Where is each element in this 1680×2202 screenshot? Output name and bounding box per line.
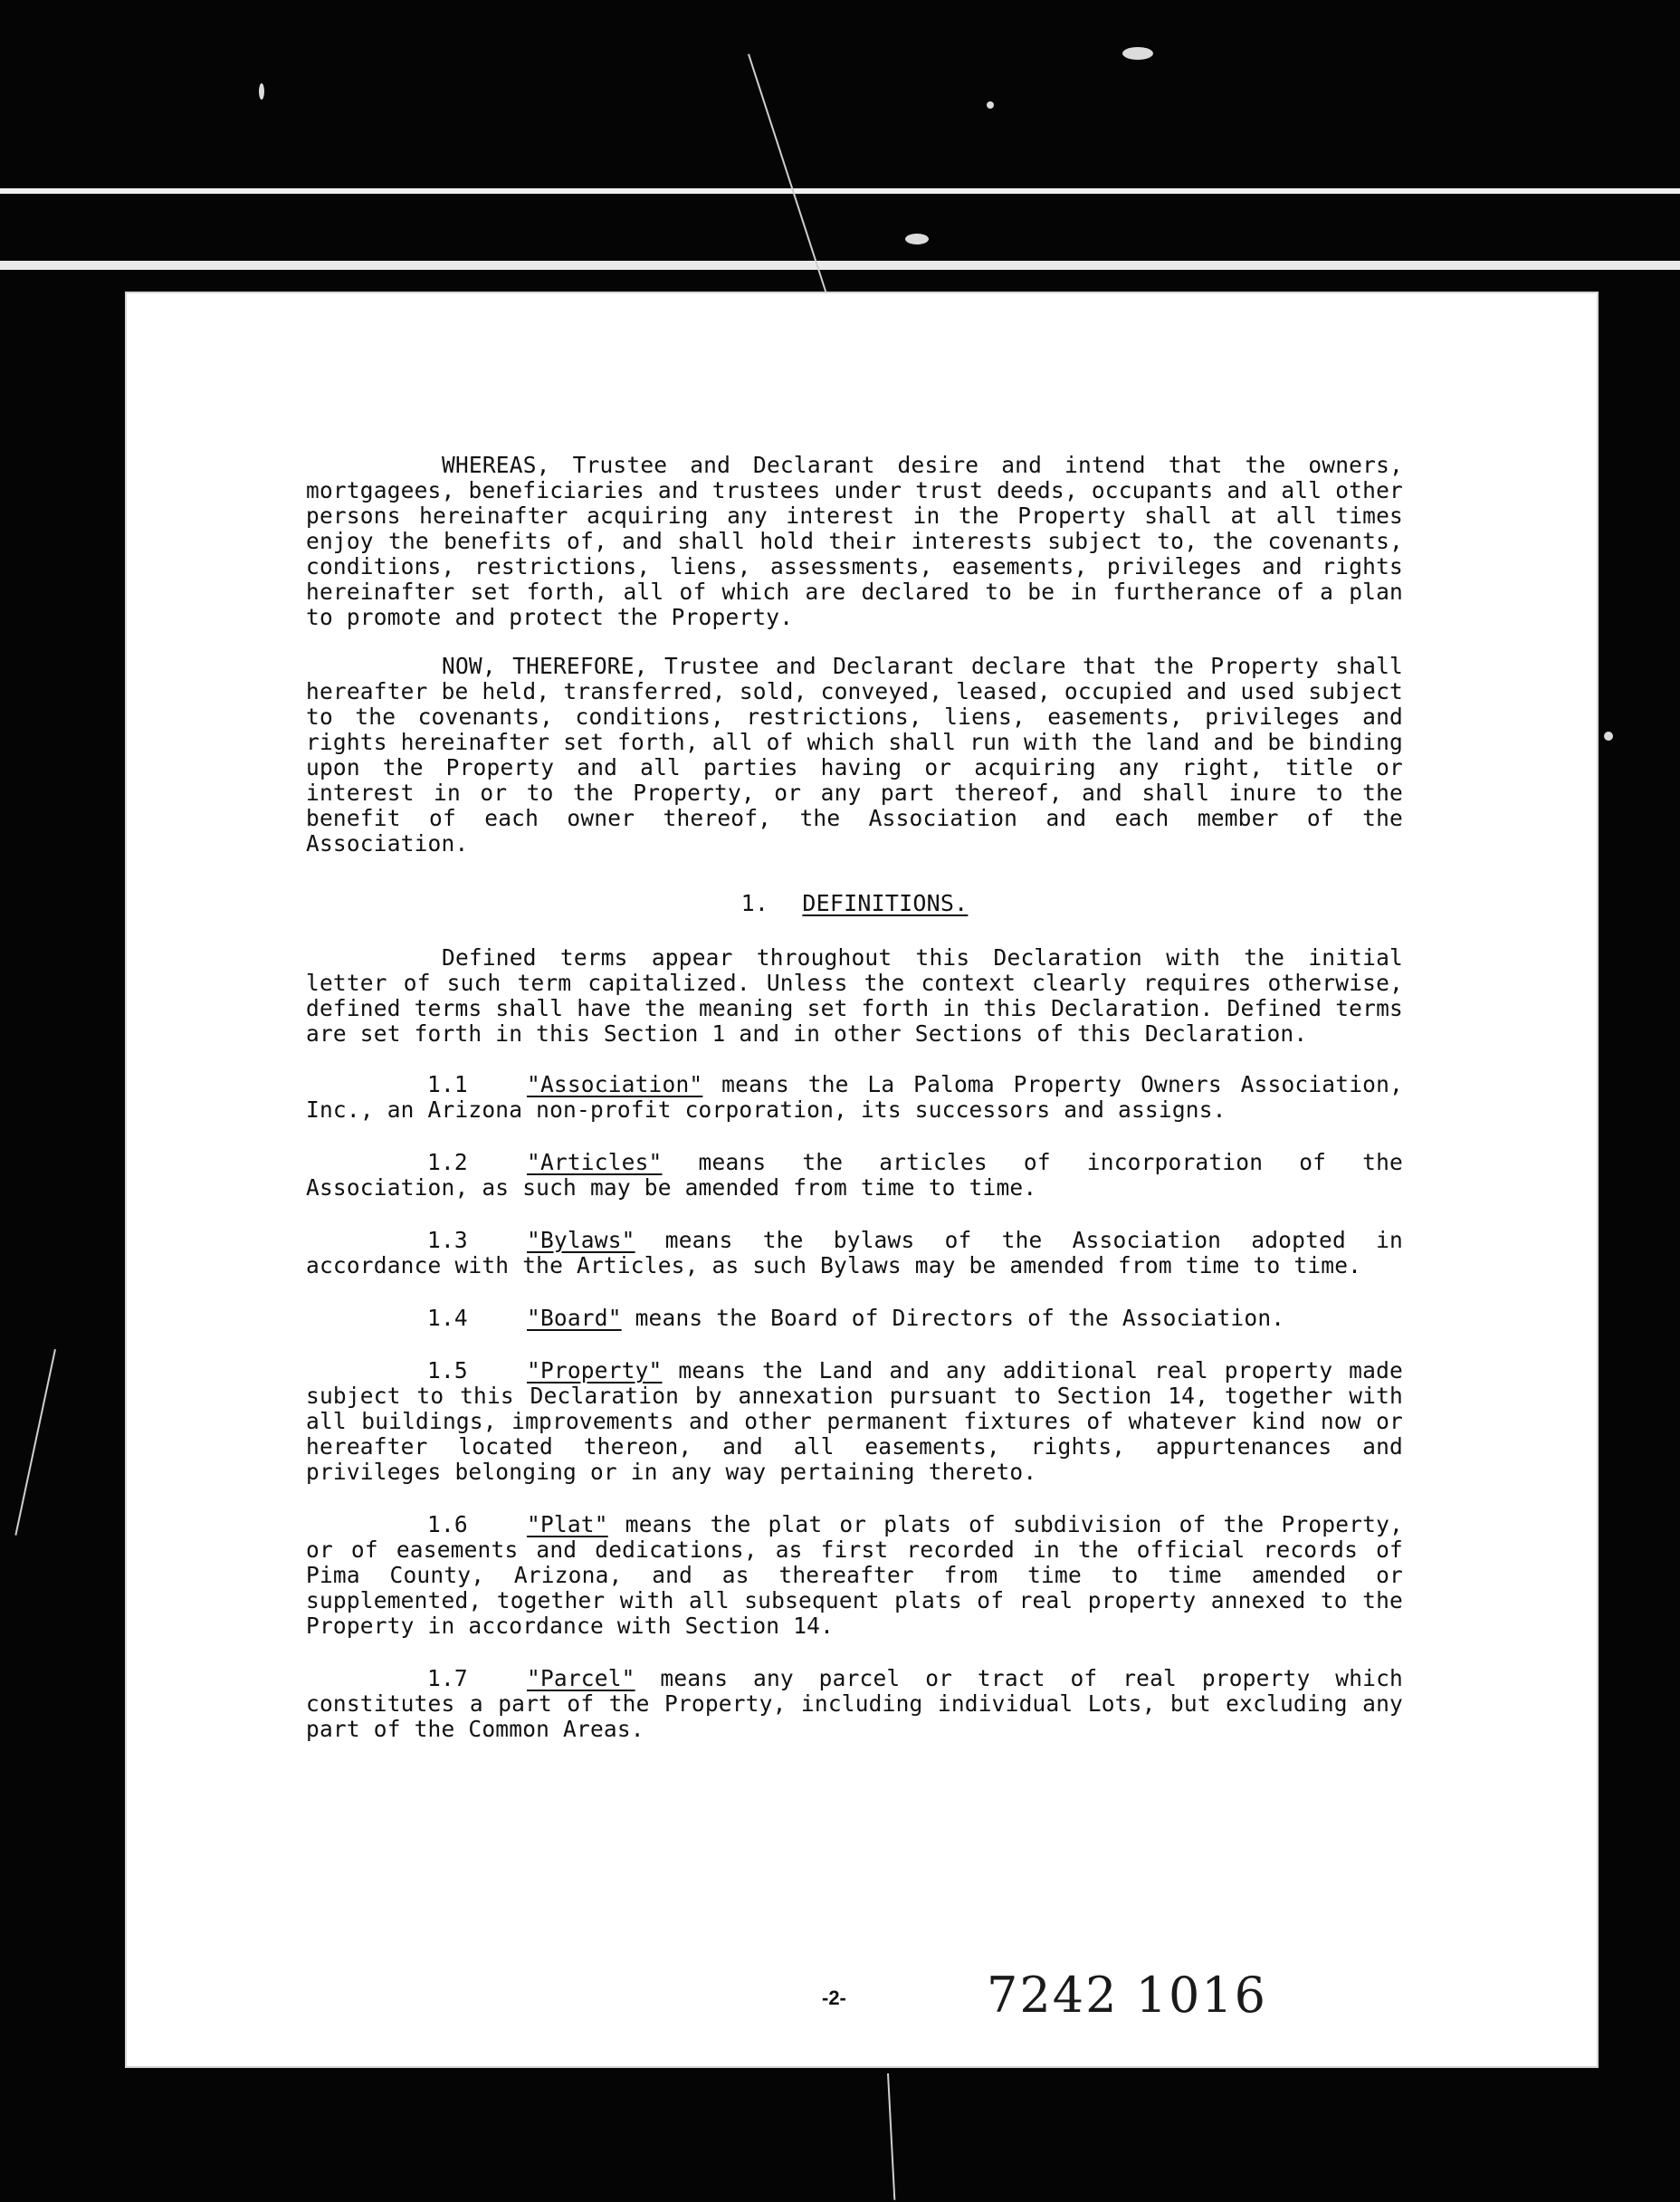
recording-stamp-number: 7242 1016 [987, 1967, 1268, 2024]
scan-speck [1122, 47, 1153, 60]
definition-term: "Board" [527, 1305, 622, 1331]
definition-number: 1.2 [427, 1149, 468, 1175]
scan-scratch [14, 1349, 56, 1536]
section-title: DEFINITIONS. [802, 890, 969, 916]
definition-number: 1.3 [427, 1227, 468, 1253]
document-page [125, 292, 1599, 2068]
definition-term: "Plat" [527, 1511, 608, 1537]
scan-speck [1604, 732, 1613, 741]
definition-term: "Bylaws" [527, 1227, 635, 1253]
scan-speck [259, 83, 264, 100]
definition-text: means the La Paloma Property Owners Association, Inc., an Arizona non-profit corporation, its successors and assigns. [306, 1071, 1403, 1123]
scan-band-top [0, 188, 1680, 194]
scan-speck [905, 234, 929, 244]
definition-text: means any parcel or tract of real property which constitutes a part of the Property, including individual Lots, but excluding any part of the Common Areas. [306, 1665, 1403, 1742]
definitions-intro: Defined terms appear throughout this Declaration with the initial letter of such term capitalized. Unless the context clearly requires otherwise, defined terms shall have the meaning set forth in this Declaration. Defined terms are set forth in this Section 1 and in other Sections of this Declaration. [306, 944, 1403, 1047]
definition-bylaws [306, 1228, 1403, 1278]
definition-number: 1.1 [427, 1071, 468, 1097]
definition-association [306, 1072, 1403, 1123]
document-body [306, 453, 1403, 1769]
definition-articles [306, 1150, 1403, 1201]
definition-property [306, 1358, 1403, 1485]
definition-parcel [306, 1666, 1403, 1742]
section-heading [306, 891, 1403, 916]
definition-plat [306, 1512, 1403, 1639]
definition-term: "Association" [527, 1071, 703, 1097]
definition-text: means the bylaws of the Association adopted in accordance with the Articles, as such Bylaws may be amended from time to time. [306, 1227, 1403, 1278]
definition-text: means the articles of incorporation of the Association, as such may be amended from time to time. [306, 1149, 1403, 1201]
definition-number: 1.7 [427, 1665, 468, 1691]
definition-text: means the Land and any additional real property made subject to this Declaration by annexation pursuant to Section 14, together with all buildings, improvements and other permanent fixtures of whatever kind now or hereafter located thereon, and all easements, rights, appurtenances and privileges belonging or in any way pertaining thereto. [306, 1357, 1403, 1485]
page-number: -2- [822, 1987, 846, 2009]
definition-term: "Property" [527, 1357, 663, 1383]
page-footer [125, 1959, 1599, 2032]
definition-number: 1.5 [427, 1357, 468, 1383]
definition-board [306, 1306, 1403, 1331]
definition-term: "Parcel" [527, 1665, 635, 1691]
scan-scratch [887, 2073, 895, 2200]
section-number: 1. [740, 890, 769, 916]
scan-band-bottom [0, 261, 1680, 270]
now-therefore-paragraph: NOW, THEREFORE, Trustee and Declarant declare that the Property shall hereafter be held, transferred, sold, conveyed, leased, occupied and used subject to the covenants, conditions, restrictions, liens, easements, privileges and rights hereinafter set forth, all of which shall run with the land and be binding upon the Property and all parties having or acquiring any right, title or interest in or to the Property, or any part thereof, and shall inure to the benefit of each owner thereof, the Association and each member of the Association. [306, 653, 1403, 857]
whereas-paragraph: WHEREAS, Trustee and Declarant desire and intend that the owners, mortgagees, beneficiaries and trustees under trust deeds, occupants and all other persons hereinafter acquiring any interest in the Property shall at all times enjoy the benefits of, and shall hold their interests subject to, the covenants, conditions, restrictions, liens, assessments, easements, privileges and rights hereinafter set forth, all of which are declared to be in furtherance of a plan to promote and protect the Property. [306, 452, 1403, 630]
definition-number: 1.6 [427, 1511, 468, 1537]
definition-text: means the plat or plats of subdivision of the Property, or of easements and dedications, as first recorded in the official records of Pima County, Arizona, and as thereafter from time to time amended or supplemented, together with all subsequent plats of real property annexed to the Property in accordance with Section 14. [306, 1511, 1403, 1639]
definition-number: 1.4 [427, 1305, 468, 1331]
definition-text: means the Board of Directors of the Association. [621, 1305, 1285, 1331]
definition-term: "Articles" [527, 1149, 663, 1175]
scan-speck [987, 101, 994, 109]
